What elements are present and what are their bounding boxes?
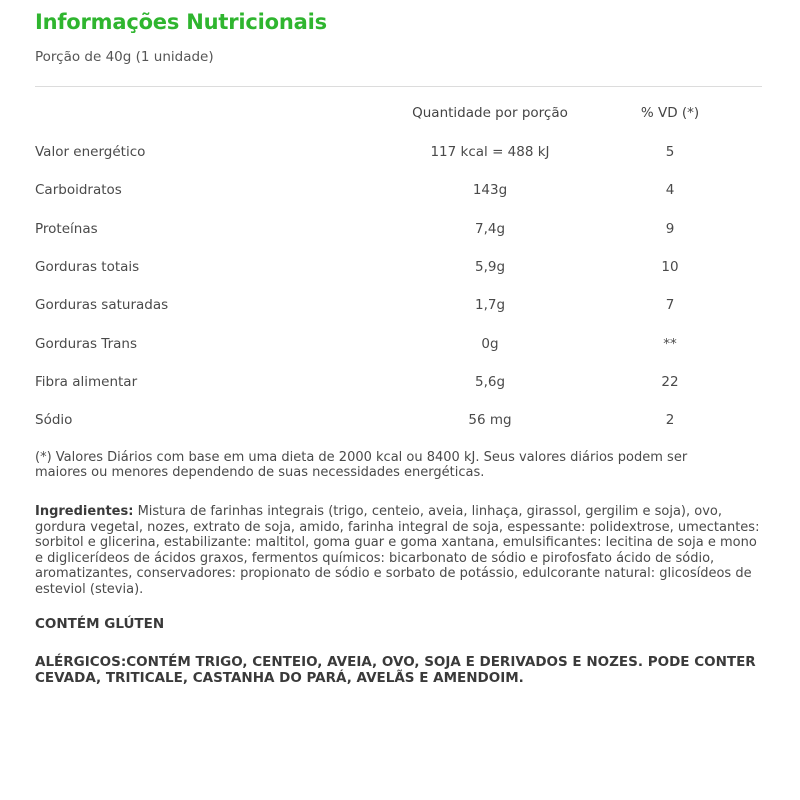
nutrient-daily-value: 5 (665, 144, 675, 160)
ingredients-label: Ingredientes: (35, 504, 134, 519)
divider (35, 86, 762, 87)
portion-size: Porção de 40g (1 unidade) (35, 49, 214, 65)
table-row (35, 259, 762, 279)
nutrient-quantity: 5,6g (474, 374, 506, 390)
nutrient-quantity: 56 mg (468, 412, 512, 428)
nutrient-daily-value: 2 (665, 412, 675, 428)
table-row (35, 297, 762, 317)
daily-value-footnote: (*) Valores Diários com base em uma dieta de 2000 kcal ou 8400 kJ. Seus valores diários podem ser maiores ou menores dependendo de suas necessidades energéticas. (35, 450, 688, 480)
nutrient-daily-value: 22 (661, 374, 679, 390)
nutrient-daily-value: 4 (665, 182, 675, 198)
nutrient-quantity: 1,7g (474, 297, 506, 313)
table-row (35, 412, 762, 432)
table-row (35, 144, 762, 164)
ingredients-text: Mistura de farinhas integrais (trigo, centeio, aveia, linhaça, girassol, gergilim e soja), ovo, gordura vegetal, nozes, extrato de soja, amido, farinha integral de soja, espessante: polidextrose, umectantes: sorbitol e glicerina, estabilizante: maltitol, goma guar e goma xantana, emulsificantes: lecitina de soja e mono e diglicerídeos de ácidos graxos, fermentos químicos: bicarbonato de sódio e pirofosfato ácido de sódio, aromatizantes, conservadores: propionato de sódio e sorbato de potássio, edulcorante natural: glicosídeos de esteviol (stevia). (35, 504, 760, 597)
ingredients-section (35, 504, 762, 597)
nutrient-daily-value: 7 (665, 297, 675, 313)
table-row (35, 182, 762, 202)
column-header-quantity: Quantidade por porção (412, 105, 568, 121)
nutrient-daily-value: 10 (661, 259, 679, 275)
nutrient-name: Fibra alimentar (35, 374, 138, 390)
table-row (35, 221, 762, 241)
page-title: Informações Nutricionais (35, 10, 327, 34)
nutrient-daily-value: 9 (665, 221, 675, 237)
nutrient-name: Carboidratos (35, 182, 122, 198)
nutrient-quantity: 117 kcal = 488 kJ (430, 144, 550, 160)
nutrient-daily-value: ** (663, 336, 677, 352)
column-header-daily-value: % VD (*) (640, 105, 700, 121)
nutrient-name: Valor energético (35, 144, 146, 160)
nutrient-quantity: 0g (481, 336, 499, 352)
nutrient-name: Proteínas (35, 221, 98, 237)
nutrient-name: Gorduras totais (35, 259, 140, 275)
nutrient-name: Gorduras saturadas (35, 297, 169, 313)
nutrient-quantity: 5,9g (474, 259, 506, 275)
nutrient-name: Sódio (35, 412, 73, 428)
nutrient-quantity: 7,4g (474, 221, 506, 237)
allergens-warning: ALÉRGICOS:CONTÉM TRIGO, CENTEIO, AVEIA, OVO, SOJA E DERIVADOS E NOZES. PODE CONTER CEVADA, TRITICALE, CASTANHA DO PARÁ, AVELÃS E AMENDOIM. (35, 654, 756, 686)
table-row (35, 336, 762, 356)
nutrient-name: Gorduras Trans (35, 336, 137, 352)
gluten-warning: CONTÉM GLÚTEN (35, 616, 165, 632)
nutrient-quantity: 143g (472, 182, 508, 198)
table-row (35, 374, 762, 394)
